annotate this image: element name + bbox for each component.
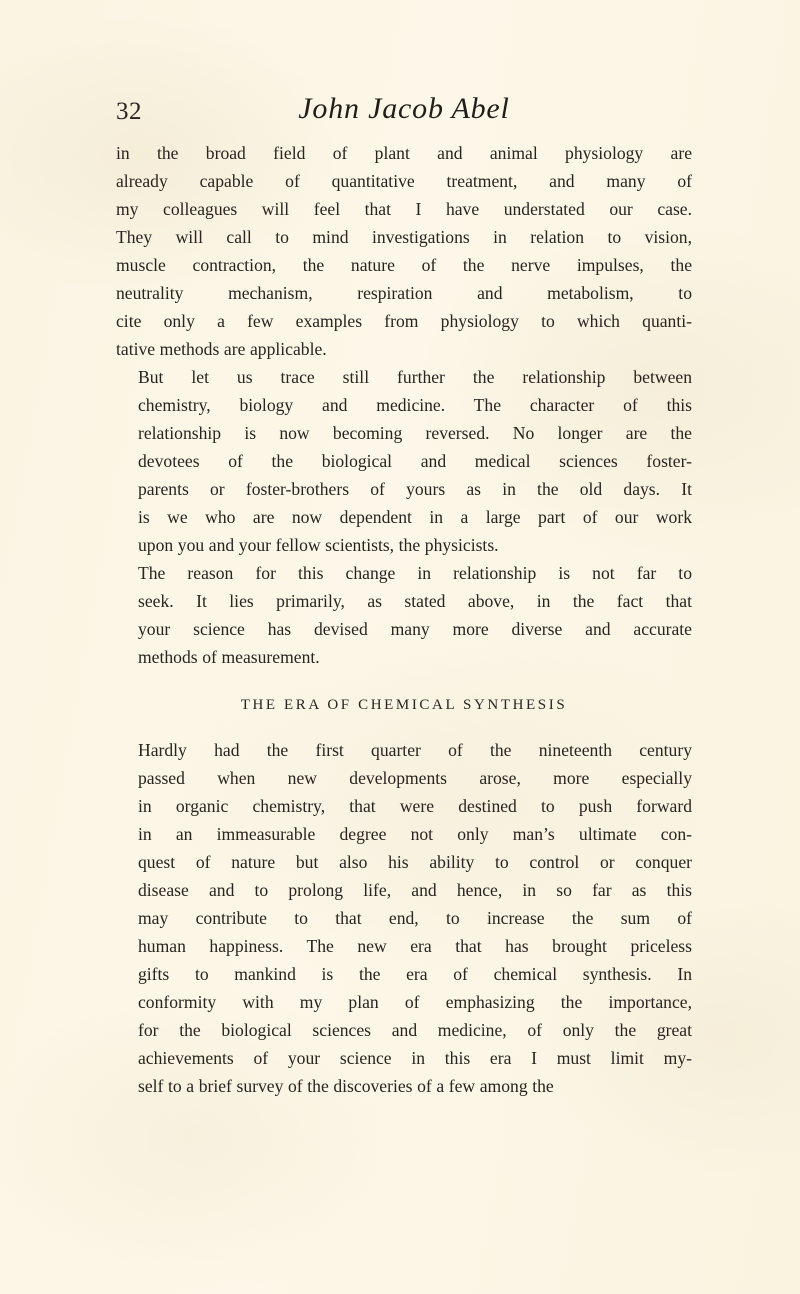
page-number: 32 <box>116 98 142 125</box>
text-block <box>116 139 692 1100</box>
paragraph-3 <box>116 559 692 671</box>
text-line: seek. It lies primarily, as stated above, in the fact that <box>138 591 692 611</box>
running-head <box>116 92 692 134</box>
text-line: in an immeasurable degree not only man’s ultimate con- <box>138 824 692 844</box>
text-line: in organic chemistry, that were destined to push forward <box>138 796 692 816</box>
text-line: tative methods are applicable. <box>116 339 327 359</box>
text-line: gifts to mankind is the era of chemical synthesis. In <box>138 964 692 984</box>
text-line: conformity with my plan of emphasizing the importance, <box>138 992 692 1012</box>
paragraph-1 <box>116 139 692 363</box>
text-line: muscle contraction, the nature of the nerve impulses, the <box>116 255 692 275</box>
section-heading: THE ERA OF CHEMICAL SYNTHESIS <box>240 697 568 713</box>
text-line: in the broad field of plant and animal physiology are <box>116 143 692 163</box>
text-line: parents or foster-brothers of yours as in the old days. It <box>138 479 692 499</box>
text-line: The reason for this change in relationship is not far to <box>138 563 692 583</box>
paragraph-4 <box>116 736 692 1100</box>
text-line: quest of nature but also his ability to control or conquer <box>138 852 692 872</box>
text-line: upon you and your fellow scientists, the physicists. <box>138 535 499 555</box>
text-line: for the biological sciences and medicine, of only the great <box>138 1020 692 1040</box>
text-line: methods of measurement. <box>138 647 320 667</box>
text-line: They will call to mind investigations in relation to vision, <box>116 227 692 247</box>
text-line: disease and to prolong life, and hence, in so far as this <box>138 880 692 900</box>
text-line: relationship is now becoming reversed. No longer are the <box>138 423 692 443</box>
text-line: neutrality mechanism, respiration and metabolism, to <box>116 283 692 303</box>
text-line: self to a brief survey of the discoveries of a few among the <box>138 1076 554 1096</box>
text-line: my colleagues will feel that I have understated our case. <box>116 199 692 219</box>
text-line: achievements of your science in this era I must limit my- <box>138 1048 692 1068</box>
text-line: your science has devised many more diverse and accurate <box>138 619 692 639</box>
text-line: already capable of quantitative treatment, and many of <box>116 171 692 191</box>
text-line: may contribute to that end, to increase the sum of <box>138 908 692 928</box>
text-line: passed when new developments arose, more especially <box>138 768 692 788</box>
text-line: human happiness. The new era that has brought priceless <box>138 936 692 956</box>
running-head-title: John Jacob Abel <box>298 92 510 125</box>
text-line: chemistry, biology and medicine. The character of this <box>138 395 692 415</box>
paragraph-2 <box>116 363 692 559</box>
text-line: But let us trace still further the relationship between <box>138 367 692 387</box>
text-line: devotees of the biological and medical sciences foster- <box>138 451 692 471</box>
text-line: Hardly had the first quarter of the nineteenth century <box>138 740 692 760</box>
text-line: is we who are now dependent in a large part of our work <box>138 507 692 527</box>
text-line: cite only a few examples from physiology to which quanti- <box>116 311 692 331</box>
